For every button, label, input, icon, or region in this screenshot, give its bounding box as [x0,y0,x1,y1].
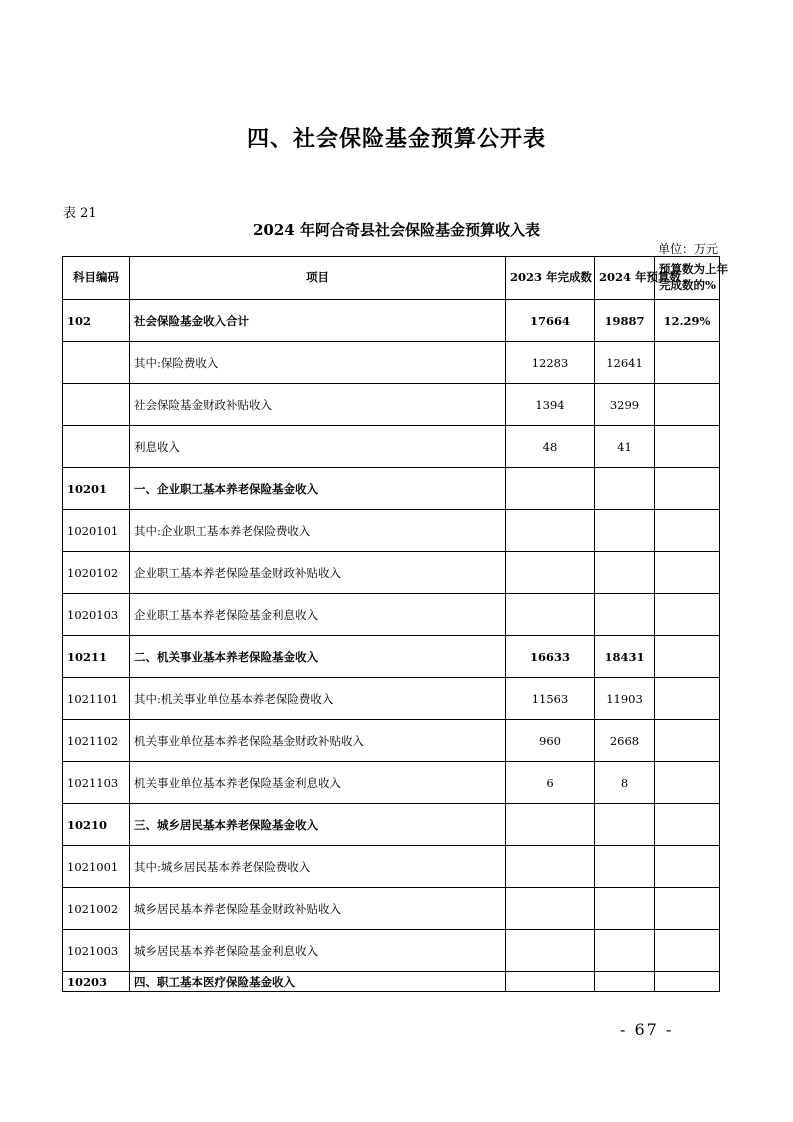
page-number: - 67 - [620,1020,674,1039]
row-code: 102 [63,300,130,342]
row-code: 1020102 [63,552,130,594]
row-2023 [506,972,595,992]
row-2023: 48 [506,426,595,468]
table-row [63,972,720,992]
row-2024: 12641 [595,342,655,384]
row-name: 其中:保险费收入 [130,342,506,384]
row-2024 [595,846,655,888]
row-name: 机关事业单位基本养老保险基金财政补贴收入 [130,720,506,762]
row-2024 [595,930,655,972]
row-2023: 16633 [506,636,595,678]
row-code: 1021101 [63,678,130,720]
row-2024 [595,888,655,930]
table-row [63,426,720,468]
row-2023: 11563 [506,678,595,720]
table-row [63,930,720,972]
row-2023: 17664 [506,300,595,342]
row-code [63,426,130,468]
row-ratio [655,342,720,384]
row-ratio [655,762,720,804]
table-row [63,762,720,804]
header-ratio-line2: 完成数的% [659,278,716,292]
row-code: 10210 [63,804,130,846]
row-2024: 11903 [595,678,655,720]
row-2023 [506,510,595,552]
row-2024 [595,552,655,594]
row-ratio [655,678,720,720]
row-ratio [655,384,720,426]
row-ratio [655,972,720,992]
row-code [63,342,130,384]
table-row [63,552,720,594]
row-2024: 18431 [595,636,655,678]
row-2023 [506,552,595,594]
table-row [63,636,720,678]
row-2024: 3299 [595,384,655,426]
row-ratio [655,594,720,636]
row-code: 1021002 [63,888,130,930]
row-2023 [506,888,595,930]
row-ratio [655,930,720,972]
table-title: 2024 年阿合奇县社会保险基金预算收入表 [253,221,540,239]
table-row [63,804,720,846]
row-2024 [595,804,655,846]
row-name: 其中:城乡居民基本养老保险费收入 [130,846,506,888]
row-name: 企业职工基本养老保险基金利息收入 [130,594,506,636]
row-code: 10201 [63,468,130,510]
row-code: 1021102 [63,720,130,762]
row-ratio [655,426,720,468]
row-name: 二、机关事业基本养老保险基金收入 [130,636,506,678]
row-2023 [506,846,595,888]
row-name: 四、职工基本医疗保险基金收入 [130,972,506,992]
row-name: 城乡居民基本养老保险基金利息收入 [130,930,506,972]
header-2023: 2023 年完成数 [506,257,595,300]
row-2024 [595,510,655,552]
table-row [63,468,720,510]
row-ratio: 12.29% [655,300,720,342]
row-code: 1020103 [63,594,130,636]
row-code: 1021103 [63,762,130,804]
row-2024 [595,972,655,992]
row-ratio [655,510,720,552]
row-2024: 41 [595,426,655,468]
table-row [63,594,720,636]
row-code: 1020101 [63,510,130,552]
table-row [63,678,720,720]
row-code: 1021001 [63,846,130,888]
row-name: 机关事业单位基本养老保险基金利息收入 [130,762,506,804]
table-row [63,846,720,888]
row-name: 企业职工基本养老保险基金财政补贴收入 [130,552,506,594]
row-2023: 1394 [506,384,595,426]
row-ratio [655,720,720,762]
row-2024: 19887 [595,300,655,342]
row-name: 其中:企业职工基本养老保险费收入 [130,510,506,552]
table-row [63,720,720,762]
table-row [63,510,720,552]
table-number: 表 21 [63,206,97,221]
row-ratio [655,846,720,888]
row-2024: 2668 [595,720,655,762]
row-name: 社会保险基金财政补贴收入 [130,384,506,426]
row-code: 10203 [63,972,130,992]
table-row [63,300,720,342]
row-code: 1021003 [63,930,130,972]
row-2024 [595,594,655,636]
row-name: 利息收入 [130,426,506,468]
header-name: 项目 [130,257,506,300]
table-header-row [63,257,720,300]
row-code [63,384,130,426]
row-ratio [655,636,720,678]
row-2023 [506,468,595,510]
row-2024: 8 [595,762,655,804]
page-heading: 四、社会保险基金预算公开表 [246,126,546,152]
table-row [63,384,720,426]
table-row [63,342,720,384]
row-ratio [655,552,720,594]
budget-income-table [62,256,728,992]
unit-label: 单位：万元 [657,242,718,256]
row-name: 其中:机关事业单位基本养老保险费收入 [130,678,506,720]
row-2023: 6 [506,762,595,804]
row-code: 10211 [63,636,130,678]
row-2023 [506,804,595,846]
row-2023: 960 [506,720,595,762]
header-ratio [655,257,728,300]
row-2023 [506,930,595,972]
row-name: 一、企业职工基本养老保险基金收入 [130,468,506,510]
header-2024: 2024 年预算数 [595,257,655,300]
row-name: 三、城乡居民基本养老保险基金收入 [130,804,506,846]
header-code: 科目编码 [63,257,130,300]
row-ratio [655,468,720,510]
table-row [63,888,720,930]
row-2024 [595,468,655,510]
header-ratio-line1: 预算数为上年 [659,262,728,277]
row-name: 社会保险基金收入合计 [130,300,506,342]
row-name: 城乡居民基本养老保险基金财政补贴收入 [130,888,506,930]
row-2023: 12283 [506,342,595,384]
row-2023 [506,594,595,636]
row-ratio [655,888,720,930]
row-ratio [655,804,720,846]
